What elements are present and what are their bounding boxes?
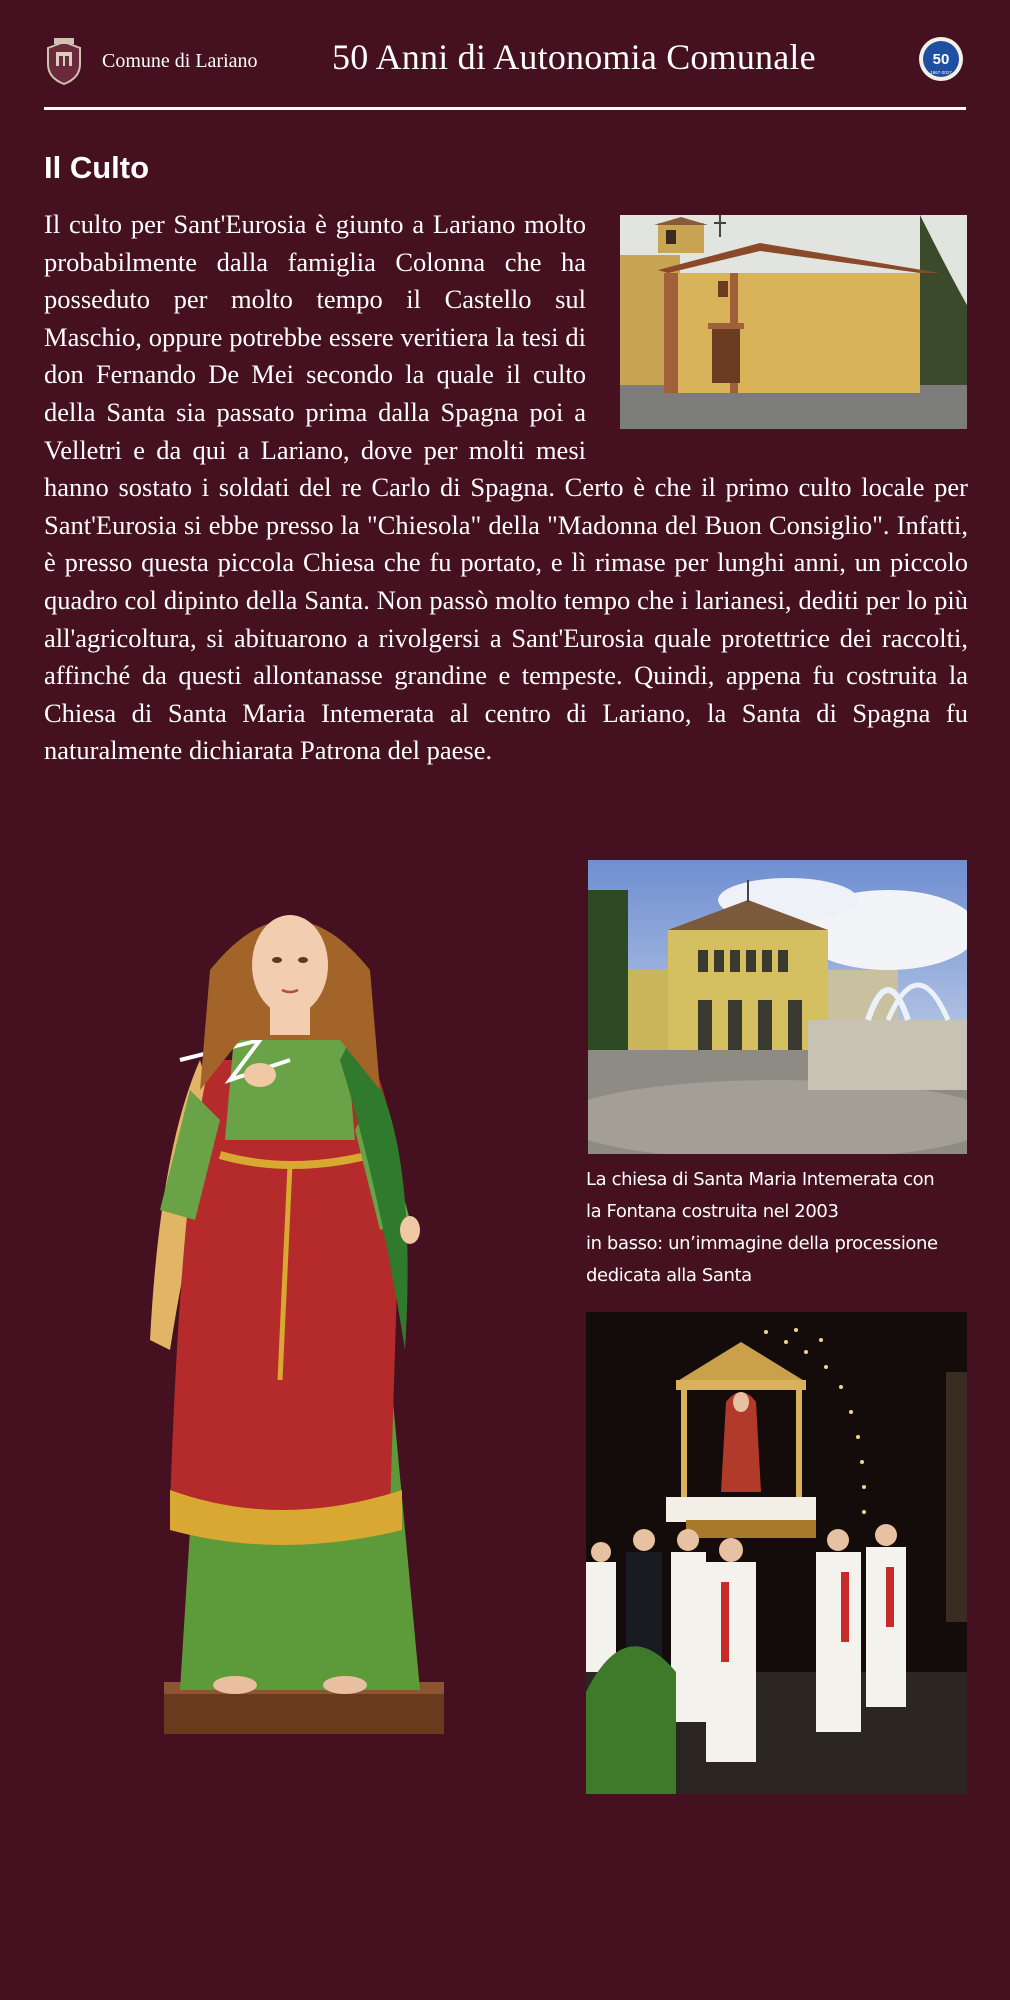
- caption-line: la Fontana costruita nel 2003: [586, 1201, 839, 1222]
- caption-line: dedicata alla Santa: [586, 1265, 752, 1286]
- chapel-photo: [620, 215, 967, 429]
- page-header: [0, 0, 1010, 112]
- header-divider: [44, 107, 966, 110]
- saint-eurosia-statue-image: [140, 890, 460, 1742]
- page-title: 50 Anni di Autonomia Comunale: [332, 37, 816, 77]
- badge-years: 1967-2017: [930, 70, 952, 75]
- badge-number: 50: [932, 51, 950, 68]
- photo-caption: [586, 1164, 976, 1292]
- municipality-name: Comune di Lariano: [102, 50, 258, 72]
- body-paragraph: Il culto per Sant'Eurosia è giunto a Lariano molto probabilmente dalla famiglia Colonna che ha posseduto per molto tempo il Castello sul Maschio, oppure potrebbe essere veritiera la tesi di don Fernando De Mei secondo la quale il culto della Santa sia passato prima dalla Spagna poi a Velletri e da qui a Lariano, dove per molti mesi hanno sostato i soldati del re Carlo di Spagna. Certo è che il primo culto locale per Sant'Eurosia si ebbe presso la "Chiesola" della "Madonna del Buon Consiglio". Infatti, è presso questa piccola Chiesa che fu portato, e lì rimase per lunghi anni, un piccolo quadro col dipinto della Santa. Non passò molto tempo che i larianesi, dediti per lo più all'agricoltura, si abituarono a rivolgersi a Sant'Eurosia quale protettrice dei raccolti, affinché da questi allontanasse grandine e tempeste. Quindi, appena fu costruita la Chiesa di Santa Maria Intemerata al centro di Lariano, la Santa di Spagna fu naturalmente dichiarata Patrona del paese.: [44, 209, 968, 766]
- church-fountain-photo: [588, 860, 967, 1154]
- town-crest-icon: [44, 38, 84, 86]
- caption-line: La chiesa di Santa Maria Intemerata con: [586, 1169, 935, 1190]
- anniversary-badge-icon: [918, 36, 964, 82]
- section-title: Il Culto: [44, 150, 150, 185]
- caption-line: in basso: un’immagine della processione: [586, 1233, 938, 1254]
- procession-photo: [586, 1312, 967, 1794]
